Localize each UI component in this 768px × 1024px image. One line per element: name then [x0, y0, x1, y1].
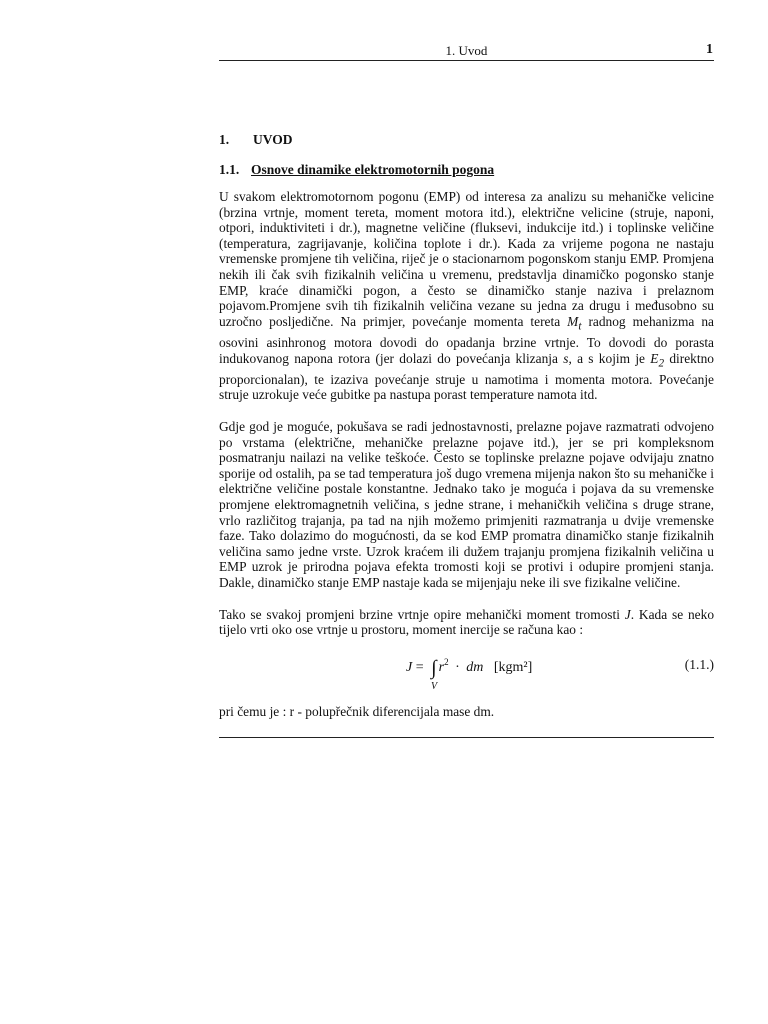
paragraph-intro	[219, 189, 714, 403]
chapter-heading	[219, 132, 714, 148]
section-heading	[219, 162, 714, 178]
running-header	[219, 38, 714, 61]
symbol-Mt	[567, 313, 582, 333]
closing-line: pri čemu je : r - polupřečnik diferencijala mase dm.	[219, 703, 495, 719]
chapter-title: UVOD	[253, 132, 293, 147]
symbol-E2	[650, 350, 665, 370]
section-number: 1.1.	[219, 162, 240, 177]
paragraph-intro-text-d: direktno proporcionalan), te izaziva povećanje struje u namotima i momenta motora. Povećanje struje uzrokuje veće gubitke pa nastupa porast temperature namota itd.	[219, 350, 714, 403]
equation-r: r	[438, 659, 445, 675]
symbol-Mt-base: M	[567, 313, 579, 329]
bottom-rule	[219, 737, 714, 738]
symbol-s: s	[563, 350, 569, 366]
equation-row	[219, 652, 714, 694]
equation-dot: ·	[455, 659, 460, 675]
symbol-E2-base: E	[650, 350, 659, 366]
paragraph-inertia	[219, 607, 714, 638]
paragraph-intro-text-b: radnog mehanizma na osovini asinhronog motora dovodi do opadanja brzine vrtnje. To dovodi do porasta indukovanog napona rotora (jer dolazi do povećanja klizanja	[219, 313, 714, 366]
chapter-number: 1.	[219, 132, 230, 147]
equation-dm: dm	[466, 659, 484, 675]
paragraph-inertia-text-a: Tako se svakoj promjeni brzine vrtnje opire mehanički moment tromosti	[219, 606, 625, 622]
equation-unit: [kgm²]	[493, 659, 533, 675]
section-title: Osnove dinamike elektromotornih pogona	[251, 162, 495, 177]
symbol-E2-subscript: 2	[658, 357, 665, 370]
paragraph-transients: Gdje god je moguće, pokušava se radi jednostavnosti, prelazne pojave razmatrati odvojeno po vrstama (električne, mehaničke prelazne pojave itd.), jer se pri kompleksnom posmatranju nailazi na velike teškoće. Često se toplinske prelazne pojave odvijaju znatno sporije od ostalih, pa se tad temperatura još dugo vremena mijenja nakon što su mehaničke i električne veličine postale konstantne. Jednako tako je moguća i pojava da su vremenske promjene elektromagnetnih veličina, s jedne strane, i mehaničkih veličina s druge strane, vrlo različitog trajanja, pa tad na njih možemo primjeniti razmatranja u dvije vremenske faze. Tako dolazimo do mogućnosti, da se kod EMP promatra dinamičko stanje fizikalnih veličina samo jedne vrste. Uzrok kraćem ili dužem trajanju promjena fizikalnih veličina u EMP uzrok je prirodna pojava efekta tromosti koji se protivi i odupire promjeni stanja. Dakle, dinamičko stanje EMP nastaje kada se mijenjaju neke ili sve fizikalne veličine.	[219, 419, 714, 590]
integral-domain: V	[431, 680, 438, 692]
page-number: 1	[706, 42, 713, 57]
moment-of-inertia-equation	[406, 656, 533, 692]
paragraph-inertia-text-b: . Kada se neko tijelo vrti oko ose vrtnje u prostoru, moment inercije se računa kao :	[219, 606, 715, 638]
running-title: 1. Uvod	[445, 43, 488, 58]
integral-symbol: ∫	[431, 656, 437, 679]
equation-lhs: J	[406, 659, 413, 675]
document-page	[219, 38, 714, 738]
equation-r-power: 2	[444, 656, 449, 667]
paragraph-intro-text-c: , a s kojim je	[568, 350, 651, 366]
symbol-J: J	[624, 606, 631, 622]
symbol-Mt-subscript: t	[578, 320, 582, 333]
equation-number: (1.1.)	[684, 656, 714, 672]
equation-equals: =	[415, 659, 424, 675]
paragraph-intro-text-a: U svakom elektromotornom pogonu (EMP) od interesa za analizu su mehaničke velicine (brzina vrtnje, moment tereta, moment motora itd.), električne velicine (struje, naponi, otpori, induktiviteti i dr.), magnetne veličine (fluksevi, indukcije itd.) i toplinske veličine (temperatura, zagrijavanje, količina toplote i dr.). Kada za vrijeme pogona ne nastaju vremenske promjene tih veličina, riječ je o stacionarnom pogonskom stanju EMP. Promjena nekih ili čak svih fizikalnih veličina u vremenu, predstavlja dinamičko pogonsko stanje EMP, kraće dinamički pogon, a često se dinamičko stanje naziva i prelaznom pojavom.Promjene svih tih fizikalnih veličina vezane su jedna za drugu i međusobno su uzročno posljedične. Na primjer, povećanje momenta tereta	[219, 189, 714, 329]
